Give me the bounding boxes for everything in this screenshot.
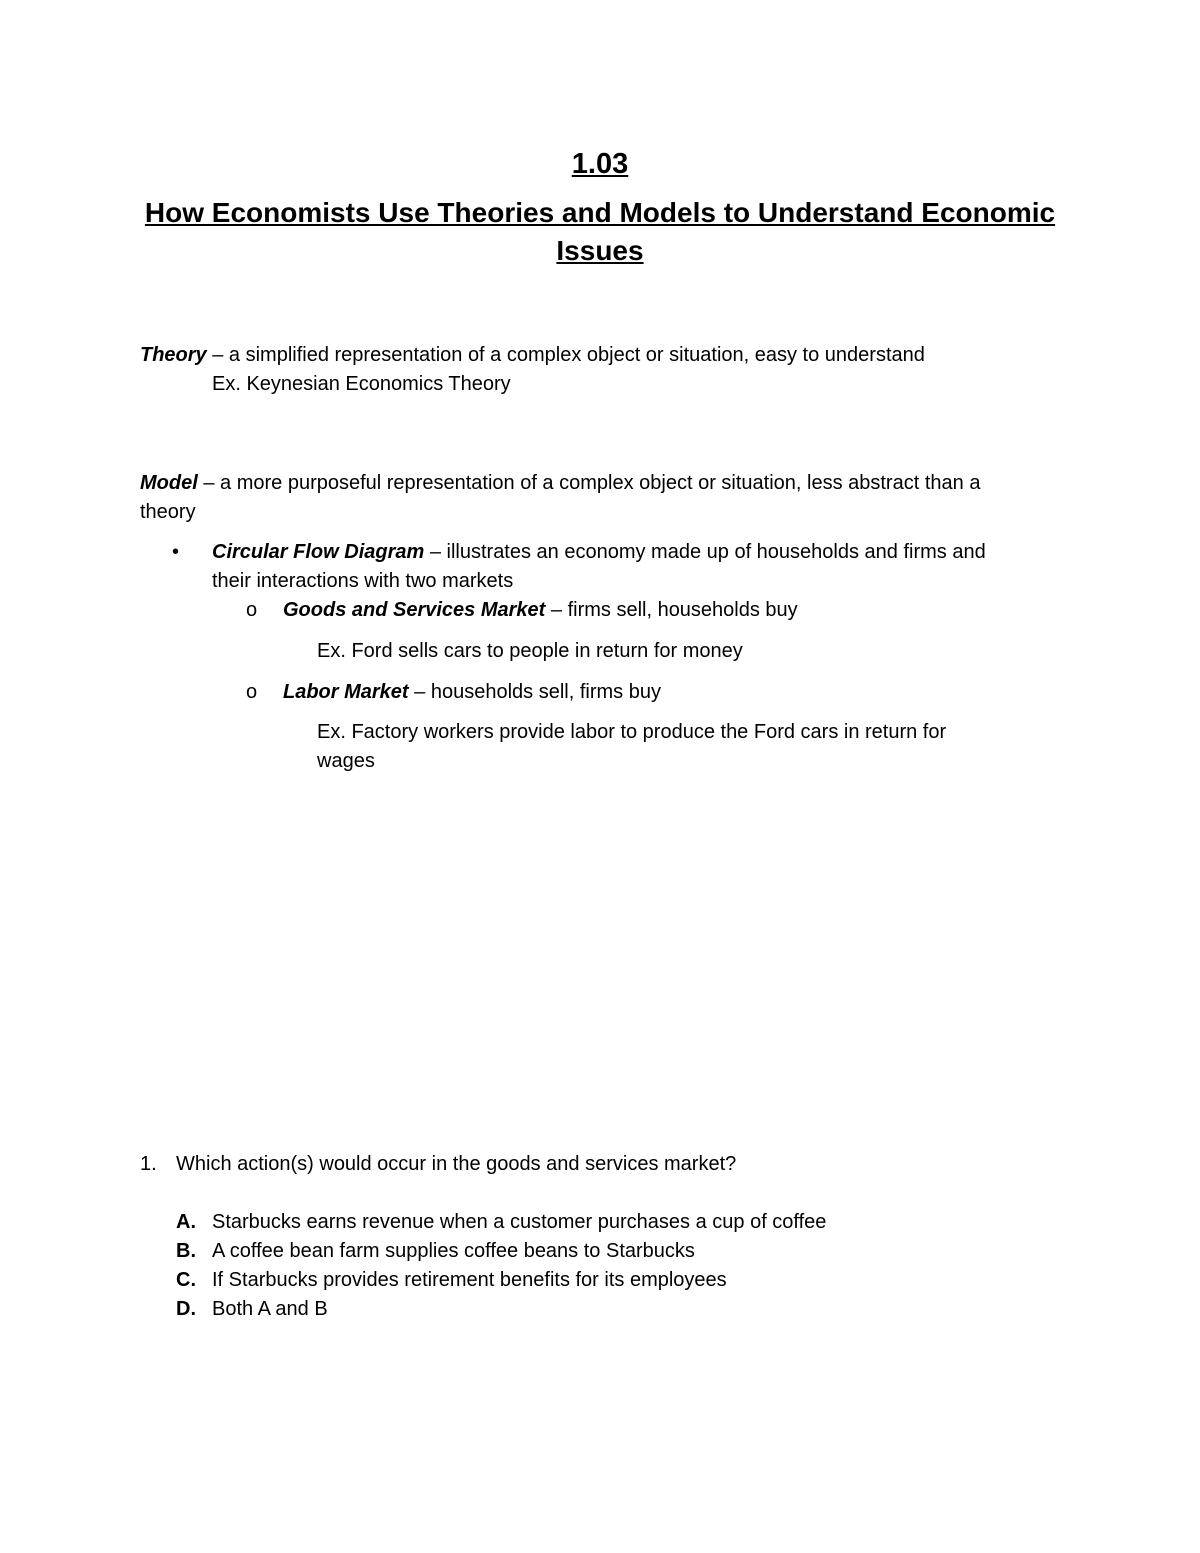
sub-bullet-icon: o bbox=[246, 681, 258, 703]
question-1 bbox=[140, 1150, 736, 1178]
labor-market-definition bbox=[283, 678, 661, 706]
answer-option bbox=[176, 1237, 695, 1265]
model-definition-continued: theory bbox=[140, 501, 196, 523]
circular-flow-text: – illustrates an economy made up of households and firms and bbox=[424, 541, 986, 563]
goods-market-text: – firms sell, households buy bbox=[545, 599, 798, 621]
option-text: A coffee bean farm supplies coffee beans to Starbucks bbox=[212, 1240, 695, 1262]
option-letter: A. bbox=[176, 1211, 196, 1233]
answer-option bbox=[176, 1266, 727, 1294]
option-text: Starbucks earns revenue when a customer purchases a cup of coffee bbox=[212, 1211, 827, 1233]
bullet-icon: • bbox=[172, 541, 180, 563]
title-line-1: How Economists Use Theories and Models to Understand Economic bbox=[144, 197, 1056, 228]
theory-example: Ex. Keynesian Economics Theory bbox=[212, 373, 511, 395]
model-term: Model bbox=[140, 472, 198, 494]
question-number: 1. bbox=[140, 1153, 157, 1175]
option-text: Both A and B bbox=[212, 1298, 328, 1320]
circular-flow-definition bbox=[212, 538, 986, 566]
labor-market-example: Ex. Factory workers provide labor to produce the Ford cars in return for bbox=[317, 721, 947, 743]
document-title bbox=[140, 194, 1060, 270]
goods-market-term: Goods and Services Market bbox=[283, 599, 546, 621]
labor-market-text: – households sell, firms buy bbox=[408, 681, 661, 703]
labor-market-example-continued: wages bbox=[317, 750, 375, 772]
question-text: Which action(s) would occur in the goods and services market? bbox=[176, 1153, 737, 1175]
labor-market-term: Labor Market bbox=[283, 681, 409, 703]
option-text: If Starbucks provides retirement benefits for its employees bbox=[212, 1269, 727, 1291]
lesson-number: 1.03 bbox=[571, 148, 629, 180]
circular-flow-continued: their interactions with two markets bbox=[212, 570, 514, 592]
model-definition-text: – a more purposeful representation of a complex object or situation, less abstract than a bbox=[197, 472, 981, 494]
answer-option bbox=[176, 1208, 826, 1236]
title-line-2: Issues bbox=[556, 235, 644, 266]
sub-bullet-icon: o bbox=[246, 599, 258, 621]
goods-market-definition bbox=[283, 596, 798, 624]
theory-definition bbox=[140, 341, 925, 369]
option-letter: D. bbox=[176, 1298, 196, 1320]
answer-option bbox=[176, 1295, 328, 1323]
goods-market-example: Ex. Ford sells cars to people in return for money bbox=[317, 640, 743, 662]
option-letter: B. bbox=[176, 1240, 196, 1262]
theory-term: Theory bbox=[140, 344, 207, 366]
circular-flow-term: Circular Flow Diagram bbox=[212, 541, 425, 563]
model-definition bbox=[140, 469, 980, 497]
theory-definition-text: – a simplified representation of a complex object or situation, easy to understand bbox=[206, 344, 925, 366]
option-letter: C. bbox=[176, 1269, 196, 1291]
